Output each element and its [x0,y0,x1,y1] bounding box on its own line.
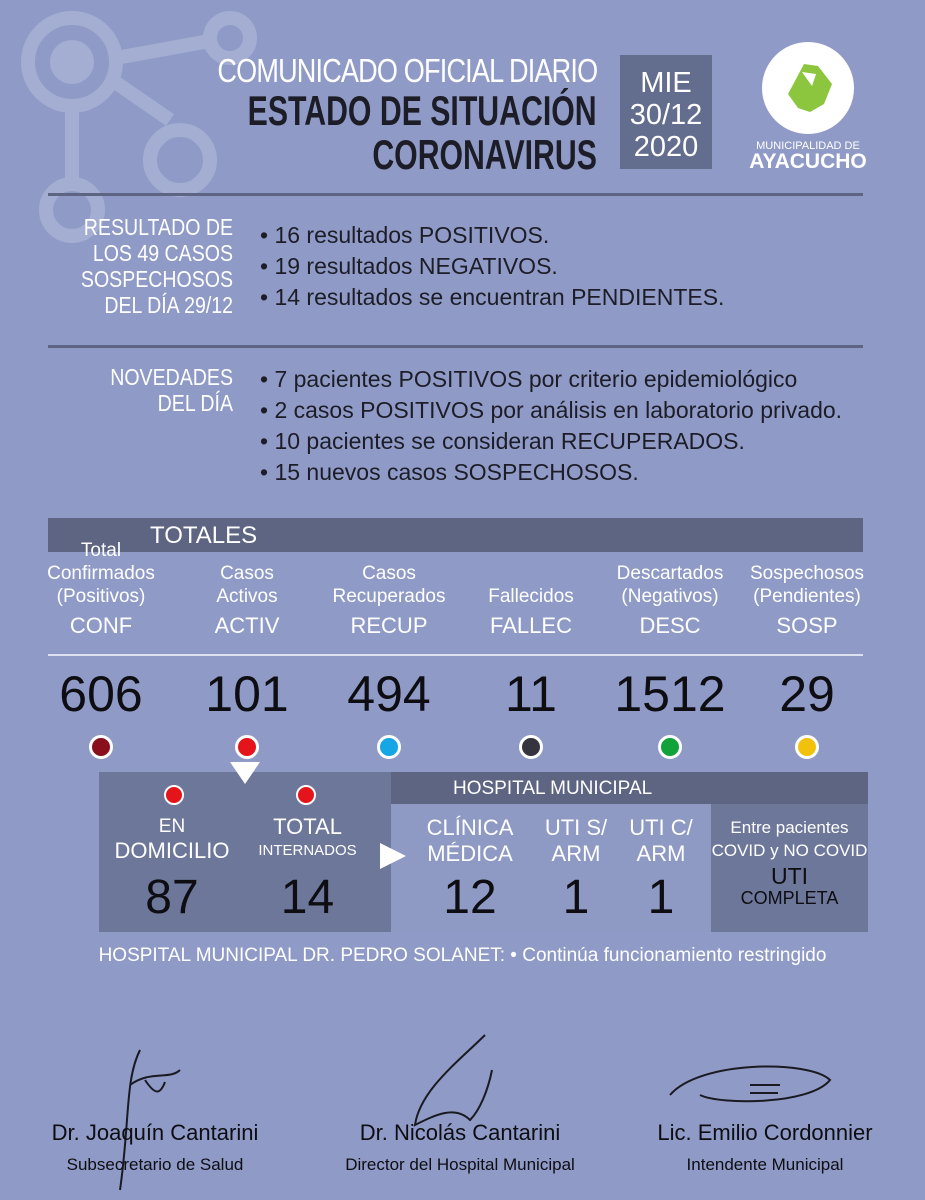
list-item: • 16 resultados POSITIVOS. [260,222,550,248]
column-head: (Negativos) [621,586,719,607]
total-column-fallec [456,562,606,639]
results-list [260,220,724,313]
header-line-1: COMUNICADO OFICIAL DIARIO [217,52,597,89]
internados-line: INTERNADOS [258,842,357,859]
results-label [63,214,233,318]
news-label-line: DEL DÍA [157,390,233,416]
header-line-3: CORONAVIRUS [372,131,597,178]
list-item: • 2 casos POSITIVOS por análisis en laboratorio privado. [260,397,843,423]
column-head: Fallecidos [488,586,574,607]
uti-note [711,816,868,908]
total-value: 101 [205,666,289,722]
uti-s-value: 1 [562,871,590,924]
header-line-2: ESTADO DE SITUACIÓN [248,87,597,134]
total-column-activ [172,562,322,639]
status-dot-icon [235,735,259,759]
uti-note-line: UTI [770,863,809,889]
column-abbr: SOSP [776,613,838,638]
logo-line-2: AYACUCHO [749,150,867,173]
divider [48,193,863,196]
uti-note-line: COMPLETA [740,888,839,908]
uti-c-line: UTI C/ [629,815,693,840]
internados-label [250,815,365,863]
uti-note-line: COVID y NO COVID [711,841,868,860]
hospital-header-bar [391,772,868,804]
uti-note-line: Entre pacientes [730,818,849,837]
status-dot-icon [377,735,401,759]
column-abbr: ACTIV [214,613,280,638]
date-day: MIE [640,67,692,99]
internados-line: TOTAL [273,814,342,839]
column-head: Descartados [616,563,724,584]
municipality-logo [748,42,868,182]
clinica-value: 12 [443,871,497,924]
column-head: Activos [216,586,278,607]
pointer-triangle-icon [228,762,262,786]
divider [48,654,863,656]
logo-icon [762,42,854,134]
date-year: 2020 [633,131,699,163]
column-abbr: RECUP [350,613,428,638]
total-value-fallec [456,665,606,759]
news-label-line: NOVEDADES [110,364,233,390]
list-item: • 10 pacientes se consideran RECUPERADOS. [260,428,745,454]
news-list [260,364,842,488]
footer-note: HOSPITAL MUNICIPAL DR. PEDRO SOLANET: • Continúa funcionamiento restringido [98,945,827,966]
domicilio-line: DOMICILIO [114,838,230,863]
internados-value: 14 [280,871,335,924]
results-label-line: LOS 49 CASOS [92,240,233,266]
status-dot-icon [89,735,113,759]
uti-s-label [540,815,612,867]
total-value-conf [26,665,176,759]
column-head: Recuperados [332,586,446,607]
status-dot-icon [296,785,316,805]
column-head: (Pendientes) [753,586,861,607]
total-value: 606 [59,666,143,722]
total-column-desc [595,562,745,639]
uti-c-line: ARM [636,841,686,866]
column-abbr: DESC [639,613,701,638]
signature-role: Director del Hospital Municipal [345,1155,575,1174]
total-value-sosp [732,665,882,759]
total-column-sosp [732,562,882,639]
list-item: • 7 pacientes POSITIVOS por criterio epidemiológico [260,366,798,392]
uti-s-line: UTI S/ [544,815,608,840]
list-item: • 14 resultados se encuentran PENDIENTES. [260,284,725,310]
total-value-activ [172,665,322,759]
uti-c-value: 1 [647,871,675,924]
column-head: Casos [220,563,274,584]
domicilio-label [112,815,232,863]
signature-name: Dr. Nicolás Cantarini [359,1120,561,1145]
total-value: 29 [779,666,835,722]
total-value: 1512 [614,666,726,722]
signature-role: Intendente Municipal [686,1155,844,1174]
list-item: • 19 resultados NEGATIVOS. [260,253,558,279]
signature-name: Dr. Joaquín Cantarini [51,1120,259,1145]
arrow-right-icon [378,841,408,871]
logo-line-1: MUNICIPALIDAD DE [756,140,860,152]
signature-role: Subsecretario de Salud [66,1155,244,1174]
total-value-recup [314,665,464,759]
date-box [620,55,712,169]
column-head: Total Confirmados [47,540,155,584]
status-dot-icon [519,735,543,759]
column-head: Sospechosos [749,563,865,584]
list-item: • 15 nuevos casos SOSPECHOSOS. [260,459,639,485]
divider [48,345,863,348]
signature-graphic [660,1055,840,1115]
domicilio-value: 87 [145,871,199,924]
total-value: 11 [505,666,557,722]
total-value-desc [595,665,745,759]
results-label-line: DEL DÍA 29/12 [104,292,233,318]
total-column-conf [26,540,176,639]
uti-s-line: ARM [551,841,601,866]
domicilio-line: EN [158,816,186,837]
results-label-line: SOSPECHOSOS [80,266,233,292]
column-head: (Positivos) [56,586,146,607]
total-value: 494 [347,666,431,722]
column-head: Casos [362,563,416,584]
clinica-line: MÉDICA [427,841,513,866]
column-abbr: FALLEC [490,613,572,638]
clinica-label [420,815,520,867]
total-column-recup [314,562,464,639]
date-date: 30/12 [629,99,703,131]
news-label [63,364,233,416]
status-dot-icon [164,785,184,805]
hospital-title: HOSPITAL MUNICIPAL [453,778,653,799]
clinica-line: CLÍNICA [426,815,514,840]
totals-title: TOTALES [150,522,258,549]
uti-c-label [625,815,697,867]
results-label-line: RESULTADO DE [83,214,233,240]
signature-name: Lic. Emilio Cordonnier [657,1120,873,1145]
column-abbr: CONF [69,613,133,638]
status-dot-icon [658,735,682,759]
status-dot-icon [795,735,819,759]
